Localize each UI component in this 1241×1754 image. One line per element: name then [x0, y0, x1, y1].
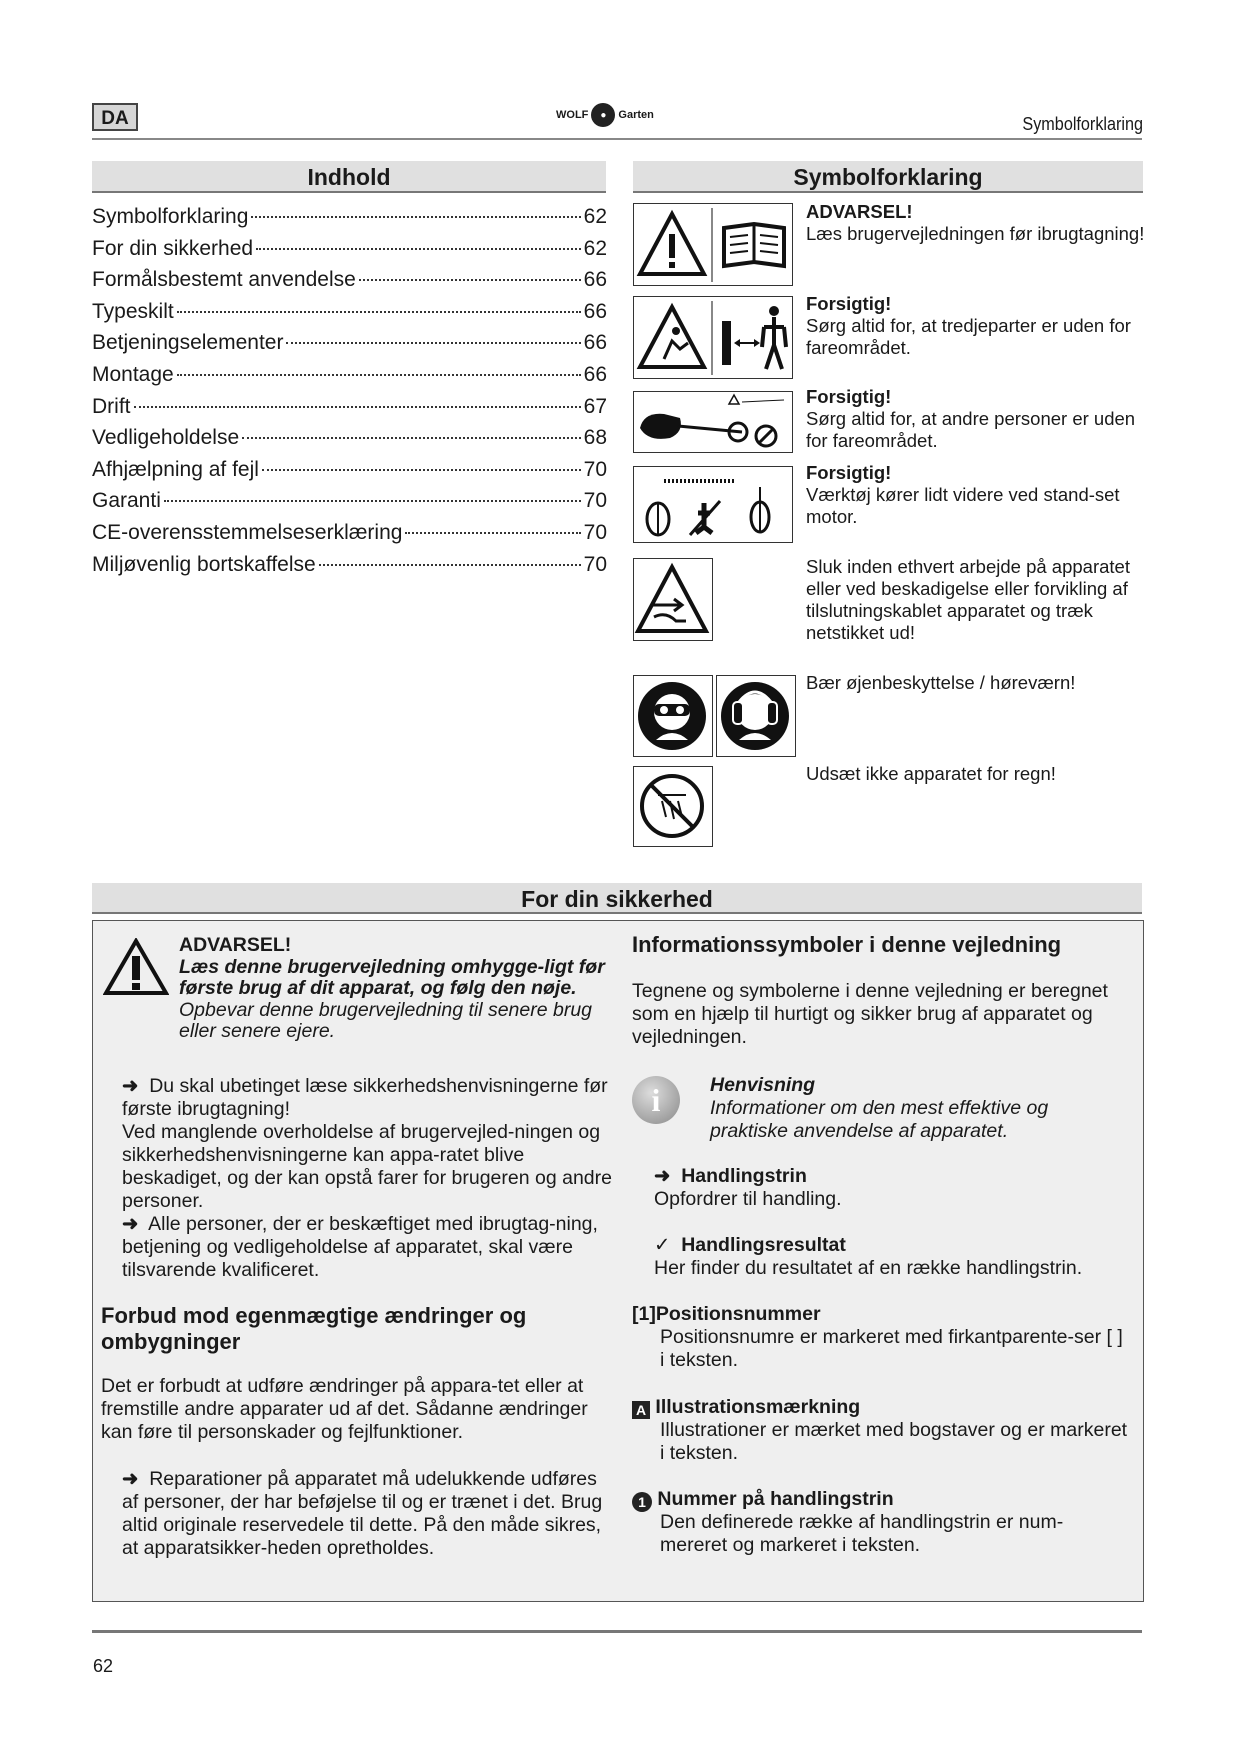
toc-page: 68: [583, 426, 607, 450]
info-heading: Informationssymboler i denne vejledning: [632, 932, 1062, 957]
toc-page: 70: [583, 489, 607, 513]
arrow-icon: ➜: [654, 1165, 671, 1187]
toc-leader-dots: [177, 311, 581, 313]
symbol-description: Sluk inden ethvert arbejde på apparatet eller ved beskadigelse eller forvikling af tilslutningskablet apparatet og træk netstikket ud!: [806, 556, 1130, 643]
bullet-read-safety: [122, 1075, 642, 1121]
toc-leader-dots: [319, 564, 581, 566]
checkmark-icon: ✓: [654, 1234, 671, 1256]
illustration-marker-icon: A: [632, 1401, 650, 1419]
symbol-keep-distance: [633, 296, 793, 379]
step-block: [654, 1165, 1124, 1188]
illustration-text: Illustrationer er mærket med bogstaver og er markeret i teksten.: [660, 1419, 1128, 1464]
toc-row: [92, 458, 607, 490]
step-heading: Handlingstrin: [681, 1165, 807, 1187]
toc-page: 66: [583, 268, 607, 292]
toc-row: [92, 489, 607, 521]
toc-row: [92, 395, 607, 427]
symbol-text-5: [806, 556, 1151, 644]
toc-label: CE-overensstemmelseserklæring: [92, 520, 403, 544]
footer-rule: [92, 1630, 1142, 1633]
warning-bold-text: Læs denne brugervejledning omhygge-ligt før første brug af dit apparat, og følg den nøje.: [179, 955, 605, 999]
step-number-text: Den definerede række af handlingstrin er num-mereret og markeret i teksten.: [660, 1511, 1064, 1556]
step-number-heading: Nummer på handlingstrin: [657, 1488, 894, 1510]
symbol-description: Sørg altid for, at tredjeparter er uden for fareområdet.: [806, 315, 1131, 358]
hint-heading: Henvisning: [710, 1074, 816, 1096]
toc-row: [92, 268, 607, 300]
bullet-text: Reparationer på apparatet må udelukkende udføres af personer, der har beføjelse til og er trænet i det. Brug altid originale reservedele til dette. På den måde sikres, at apparatsikker-heden opretholdes.: [122, 1468, 603, 1559]
warning-block: [179, 935, 619, 1043]
toc-row: [92, 205, 607, 237]
toc-row: [92, 521, 607, 553]
toc-leader-dots: [242, 437, 581, 439]
symbols-title: Symbolforklaring: [633, 161, 1143, 193]
toc-label: Vedligeholdelse: [92, 426, 240, 450]
step-text: Opfordrer til handling.: [654, 1188, 842, 1210]
page-number: 62: [93, 1656, 114, 1676]
bullet-repairs: [122, 1468, 612, 1560]
toc-page: 70: [583, 552, 607, 576]
symbol-text-1: [806, 201, 1151, 245]
symbol-heading: Forsigtig!: [806, 293, 892, 314]
toc-title: Indhold: [92, 161, 606, 193]
symbol-no-rain: [633, 766, 713, 847]
toc-page: 70: [583, 520, 607, 544]
toc-row: [92, 237, 607, 269]
illustration-block: [632, 1396, 1132, 1419]
result-text: Her finder du resultatet af en række handlingstrin.: [654, 1257, 1083, 1279]
symbol-tool-rundown: [633, 466, 793, 543]
symbol-text-7: [806, 763, 1151, 785]
warning-triangle-icon: [103, 938, 169, 996]
toc-row: [92, 363, 607, 395]
toc-leader-dots: [177, 374, 581, 376]
header-rule: [92, 138, 1142, 140]
toc-label: Symbolforklaring: [92, 205, 249, 228]
bullet-text: Alle personer, der er beskæftiget med ibrugtag-ning, betjening og vedligeholdelse af apparatet, skal være tilsvarende kvalificeret.: [122, 1213, 598, 1281]
position-text: Positionsnumre er markeret med firkantparente-ser [ ] i teksten.: [660, 1326, 1123, 1371]
warning-text: Opbevar denne brugervejledning til senere brug eller senere ejere.: [179, 998, 593, 1042]
paragraph-noncompliance: Ved manglende overholdelse af brugervejled-ningen og sikkerhedshenvisningerne kan appa-ratet blive beskadiget, og der kan opstå farer for brugeren og andre personer.: [122, 1121, 612, 1212]
arrow-icon: ➜: [122, 1468, 139, 1490]
toc-label: Betjeningselementer: [92, 331, 284, 355]
toc-leader-dots: [286, 342, 580, 344]
toc-label: Garanti: [92, 489, 161, 513]
result-block: [654, 1234, 1134, 1257]
symbol-trimmer-bystanders: [633, 391, 793, 453]
toc-row: [92, 426, 607, 458]
brand-logo: [556, 103, 654, 127]
bullet-qualified-personnel: [122, 1213, 627, 1282]
prohibition-text: Det er forbudt at udføre ændringer på appara-tet eller at fremstille andre apparater ud af det. Sådanne ændringer kan føre til personskader og fejlfunktioner.: [101, 1375, 588, 1443]
symbol-description: Læs brugervejledningen før ibrugtagning!: [806, 223, 1145, 244]
safety-title: For din sikkerhed: [92, 883, 1142, 914]
logo-text-left: WOLF: [556, 109, 589, 121]
symbol-description: Udsæt ikke apparatet for regn!: [806, 763, 1056, 784]
hint-text: Informationer om den mest effektive og praktiske anvendelse af apparatet.: [710, 1097, 1049, 1142]
position-block: [632, 1303, 1132, 1326]
step-number-block: [632, 1488, 1132, 1512]
toc-row: [92, 331, 607, 363]
symbol-text-4: [806, 462, 1151, 528]
toc-page: 62: [583, 205, 607, 228]
result-heading: Handlingsresultat: [681, 1234, 846, 1256]
toc-label: Afhjælpning af fejl: [92, 457, 259, 481]
symbol-description: Bær øjenbeskyttelse / høreværn!: [806, 672, 1076, 693]
arrow-icon: ➜: [122, 1075, 139, 1097]
toc-leader-dots: [262, 469, 581, 471]
toc-label: Montage: [92, 362, 174, 386]
symbol-ear-protection: [716, 675, 796, 757]
toc-page: 67: [583, 394, 607, 418]
warning-heading: ADVARSEL!: [179, 934, 292, 956]
wolf-head-icon: ●: [591, 103, 615, 127]
info-text: Tegnene og symbolerne i denne vejledning er beregnet som en hjælp til hurtigt og sikker brug af apparatet og vejledningen.: [632, 980, 1108, 1048]
toc-label: Formålsbestemt anvendelse: [92, 268, 356, 292]
illustration-heading: Illustrationsmærkning: [655, 1396, 861, 1418]
symbol-description: Sørg altid for, at andre personer er uden for fareområdet.: [806, 408, 1136, 451]
toc-label: For din sikkerhed: [92, 236, 254, 260]
toc-page: 66: [583, 331, 607, 355]
toc-leader-dots: [251, 216, 580, 218]
language-badge: DA: [92, 103, 138, 131]
symbol-description: Værktøj kører lidt videre ved stand-set motor.: [806, 484, 1120, 527]
symbol-text-6: [806, 672, 1151, 694]
hint-block: [710, 1074, 1130, 1143]
info-icon: i: [632, 1076, 680, 1124]
toc-leader-dots: [164, 500, 581, 502]
bullet-text: Du skal ubetinget læse sikkerhedshenvisningerne før første ibrugtagning!: [122, 1075, 608, 1120]
symbol-text-3: [806, 386, 1151, 452]
symbol-text-2: [806, 293, 1151, 359]
toc-leader-dots: [359, 279, 581, 281]
symbol-eye-protection: [633, 675, 713, 757]
toc-page: 62: [583, 236, 607, 260]
prohibition-heading: Forbud mod egenmægtige ændringer og ombygninger: [101, 1303, 527, 1354]
symbol-unplug: [633, 558, 713, 641]
toc-leader-dots: [256, 248, 581, 250]
toc-page: 70: [583, 457, 607, 481]
header-section-title: Symbolforklaring: [1022, 114, 1143, 134]
toc-row: [92, 553, 607, 585]
toc-page: 66: [583, 362, 607, 386]
symbol-heading: ADVARSEL!: [806, 201, 913, 222]
toc-leader-dots: [134, 406, 581, 408]
toc-label: Drift: [92, 394, 131, 418]
symbol-read-manual: [633, 203, 793, 286]
toc-label: Typeskilt: [92, 299, 174, 323]
toc-label: Miljøvenlig bortskaffelse: [92, 552, 316, 576]
symbol-heading: Forsigtig!: [806, 386, 892, 407]
arrow-icon: ➜: [122, 1213, 139, 1235]
toc-leader-dots: [405, 532, 580, 534]
step-number-marker-icon: 1: [632, 1492, 652, 1512]
table-of-contents: [92, 205, 607, 584]
toc-row: [92, 300, 607, 332]
logo-text-right: Garten: [618, 109, 654, 121]
position-marker: [1]: [632, 1303, 656, 1325]
toc-page: 66: [583, 299, 607, 323]
position-heading: Positionsnummer: [655, 1303, 821, 1325]
symbol-heading: Forsigtig!: [806, 462, 892, 483]
